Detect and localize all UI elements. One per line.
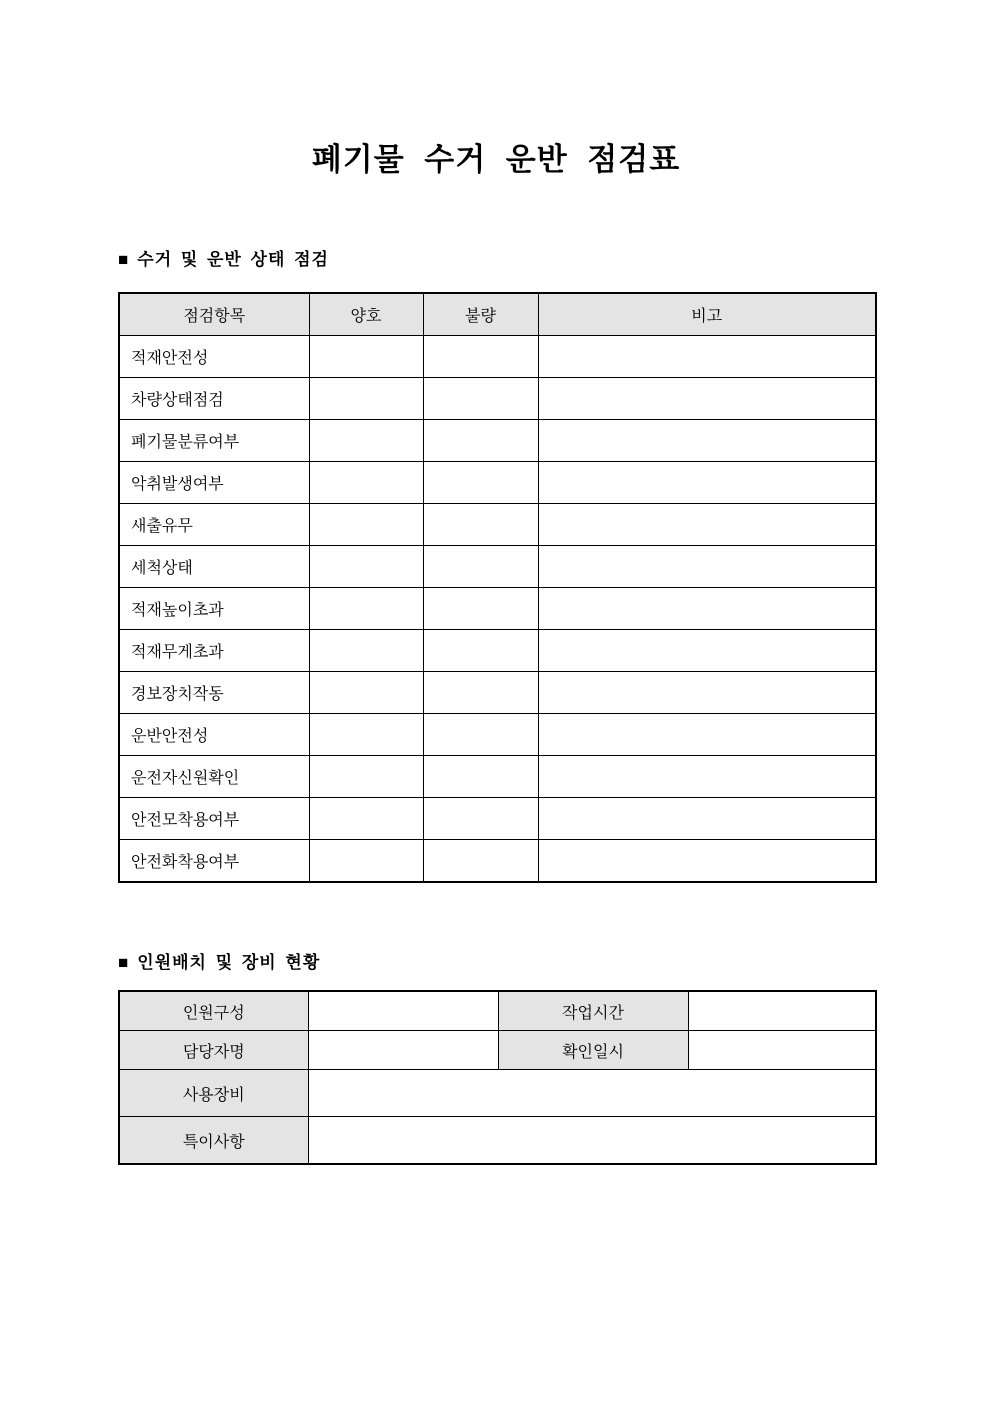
remarks-cell xyxy=(538,420,876,462)
table-row xyxy=(119,840,876,883)
remarks-cell xyxy=(538,462,876,504)
table-row xyxy=(119,420,876,462)
good-cell xyxy=(309,462,423,504)
table-row xyxy=(119,378,876,420)
personnel-composition-label: 인원구성 xyxy=(119,991,308,1031)
bad-cell xyxy=(423,672,538,714)
remarks-cell xyxy=(538,588,876,630)
checklist-body xyxy=(119,336,876,883)
col-header-good: 양호 xyxy=(309,293,423,336)
work-hours-label: 작업시간 xyxy=(498,991,688,1031)
good-cell xyxy=(309,714,423,756)
good-cell xyxy=(309,672,423,714)
manager-name-label: 담당자명 xyxy=(119,1031,308,1070)
bad-cell xyxy=(423,714,538,756)
check-item-label: 경보장치작동 xyxy=(119,672,309,714)
table-row xyxy=(119,504,876,546)
col-header-check-item: 점검항목 xyxy=(119,293,309,336)
good-cell xyxy=(309,504,423,546)
special-notes-label: 특이사항 xyxy=(119,1117,308,1165)
section-personnel-equipment xyxy=(118,952,875,1165)
page-title: 폐기물 수거 운반 점검표 xyxy=(311,142,681,177)
checklist-header-row xyxy=(119,293,876,336)
table-row xyxy=(119,991,876,1031)
bad-cell xyxy=(423,336,538,378)
good-cell xyxy=(309,588,423,630)
bad-cell xyxy=(423,630,538,672)
col-header-bad: 불량 xyxy=(423,293,538,336)
good-cell xyxy=(309,420,423,462)
good-cell xyxy=(309,798,423,840)
bad-cell xyxy=(423,588,538,630)
manager-name-value xyxy=(308,1031,498,1070)
remarks-cell xyxy=(538,378,876,420)
table-row xyxy=(119,756,876,798)
bad-cell xyxy=(423,462,538,504)
section-heading-collection-check xyxy=(118,249,875,270)
check-item-label: 악취발생여부 xyxy=(119,462,309,504)
square-bullet-icon: ■ xyxy=(118,953,130,972)
bad-cell xyxy=(423,546,538,588)
table-row xyxy=(119,1117,876,1165)
table-row xyxy=(119,336,876,378)
remarks-cell xyxy=(538,798,876,840)
checklist-table xyxy=(118,292,877,883)
bad-cell xyxy=(423,420,538,462)
confirmation-datetime-label: 확인일시 xyxy=(498,1031,688,1070)
section-collection-transport-check xyxy=(118,249,875,883)
good-cell xyxy=(309,840,423,883)
work-hours-value xyxy=(688,991,876,1031)
bad-cell xyxy=(423,378,538,420)
good-cell xyxy=(309,336,423,378)
check-item-label: 운전자신원확인 xyxy=(119,756,309,798)
table-row xyxy=(119,672,876,714)
remarks-cell xyxy=(538,756,876,798)
remarks-cell xyxy=(538,546,876,588)
remarks-cell xyxy=(538,672,876,714)
remarks-cell xyxy=(538,714,876,756)
table-row xyxy=(119,546,876,588)
table-row xyxy=(119,1031,876,1070)
check-item-label: 적재높이초과 xyxy=(119,588,309,630)
table-row xyxy=(119,462,876,504)
square-bullet-icon: ■ xyxy=(118,250,130,269)
section-heading-text: 인원배치 및 장비 현황 xyxy=(137,953,321,972)
check-item-label: 안전화착용여부 xyxy=(119,840,309,883)
remarks-cell xyxy=(538,336,876,378)
personnel-equipment-table xyxy=(118,990,877,1165)
check-item-label: 새출유무 xyxy=(119,504,309,546)
check-item-label: 운반안전성 xyxy=(119,714,309,756)
section-heading-personnel-equipment xyxy=(118,952,875,973)
col-header-remarks: 비고 xyxy=(538,293,876,336)
special-notes-value xyxy=(308,1117,876,1165)
check-item-label: 폐기물분류여부 xyxy=(119,420,309,462)
check-item-label: 안전모착용여부 xyxy=(119,798,309,840)
bad-cell xyxy=(423,504,538,546)
section-heading-text: 수거 및 운반 상태 점검 xyxy=(137,250,329,269)
equipment-used-value xyxy=(308,1070,876,1117)
good-cell xyxy=(309,756,423,798)
table-row xyxy=(119,798,876,840)
bad-cell xyxy=(423,840,538,883)
good-cell xyxy=(309,630,423,672)
table-row xyxy=(119,714,876,756)
bad-cell xyxy=(423,798,538,840)
table-row xyxy=(119,588,876,630)
remarks-cell xyxy=(538,630,876,672)
good-cell xyxy=(309,546,423,588)
equipment-used-label: 사용장비 xyxy=(119,1070,308,1117)
check-item-label: 차량상태점검 xyxy=(119,378,309,420)
table-row xyxy=(119,630,876,672)
good-cell xyxy=(309,378,423,420)
check-item-label: 적재무게초과 xyxy=(119,630,309,672)
remarks-cell xyxy=(538,504,876,546)
table-row xyxy=(119,1070,876,1117)
bad-cell xyxy=(423,756,538,798)
check-item-label: 세척상태 xyxy=(119,546,309,588)
remarks-cell xyxy=(538,840,876,883)
confirmation-datetime-value xyxy=(688,1031,876,1070)
check-item-label: 적재안전성 xyxy=(119,336,309,378)
personnel-composition-value xyxy=(308,991,498,1031)
